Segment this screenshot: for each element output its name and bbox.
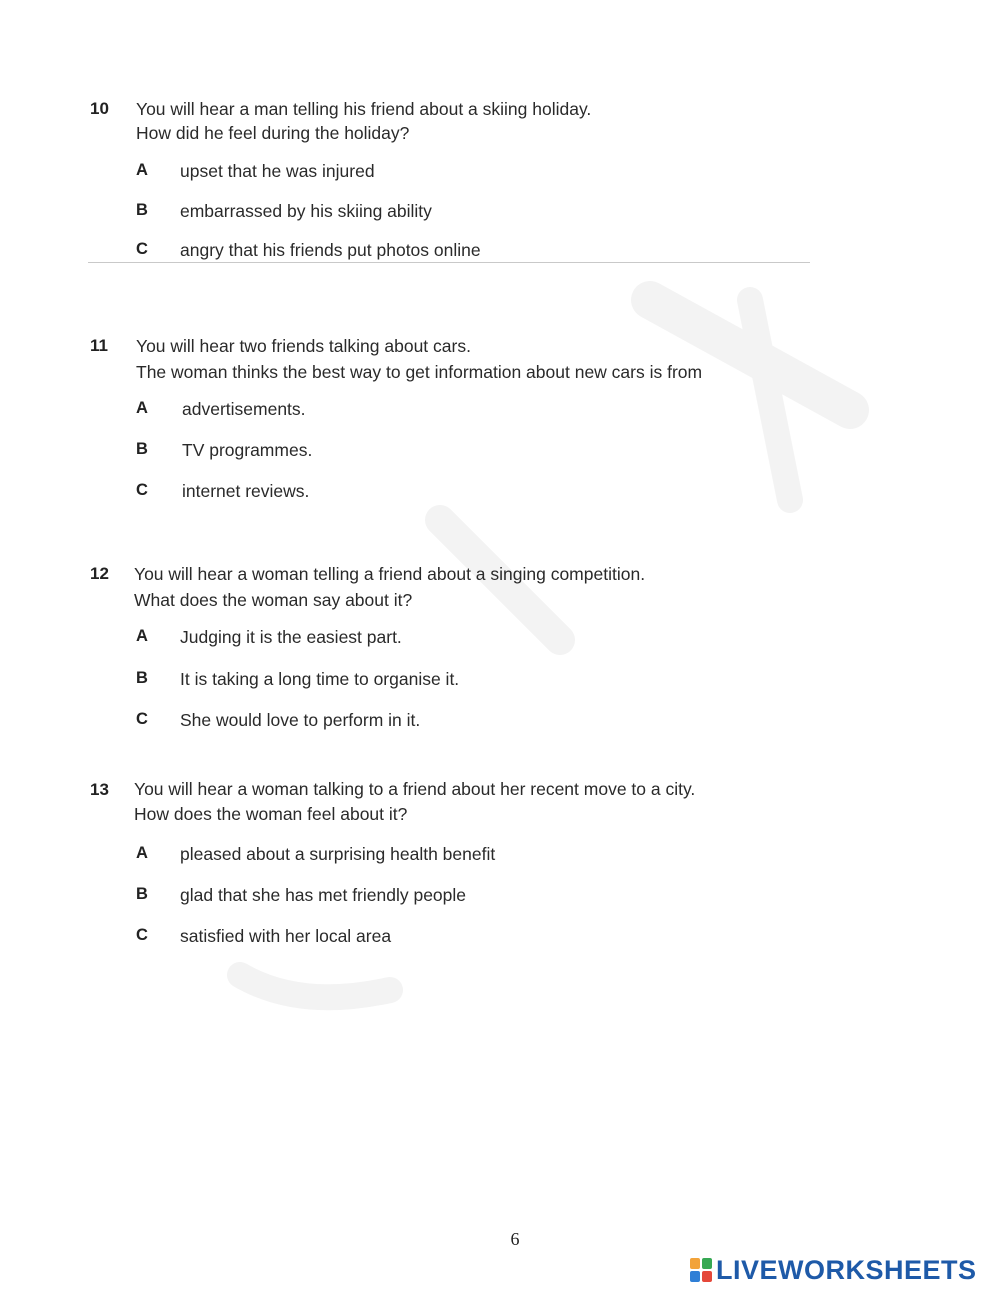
logo-tile: [690, 1271, 700, 1282]
option-10-b[interactable]: [0, 201, 1000, 225]
option-letter: C: [136, 710, 148, 728]
option-11-b[interactable]: [0, 440, 1000, 464]
question-number: 11: [90, 336, 108, 355]
question-number: 10: [90, 99, 109, 118]
section-divider: [88, 262, 810, 263]
option-letter: A: [136, 399, 148, 417]
option-text: glad that she has met friendly people: [180, 885, 467, 905]
option-letter: A: [136, 844, 148, 862]
option-letter: C: [136, 926, 148, 944]
option-text: pleased about a surprising health benefit: [180, 844, 496, 864]
option-11-c[interactable]: [0, 481, 1000, 505]
question-number: 12: [90, 564, 109, 583]
option-13-b[interactable]: [0, 885, 1000, 909]
option-13-a[interactable]: [0, 844, 1000, 868]
option-letter: B: [136, 885, 148, 903]
option-text: TV programmes.: [182, 440, 313, 460]
question-stem-line-2: The woman thinks the best way to get information about new cars is from: [136, 362, 703, 382]
option-text: It is taking a long time to organise it.: [180, 669, 460, 689]
option-10-c[interactable]: [0, 240, 1000, 264]
question-stem-line-2: How did he feel during the holiday?: [136, 123, 410, 143]
option-text: internet reviews.: [182, 481, 310, 501]
option-letter: B: [136, 669, 148, 687]
option-text: advertisements.: [182, 399, 306, 419]
option-letter: C: [136, 481, 148, 499]
question-stem-line-1: You will hear two friends talking about cars.: [136, 336, 471, 356]
option-11-a[interactable]: [0, 399, 1000, 423]
question-stem-line-1: You will hear a woman telling a friend about a singing competition.: [134, 564, 646, 584]
option-13-c[interactable]: [0, 926, 1000, 950]
option-text: Judging it is the easiest part.: [180, 627, 402, 647]
question-number: 13: [90, 780, 109, 799]
option-letter: B: [136, 201, 148, 219]
option-letter: A: [136, 627, 148, 645]
option-letter: A: [136, 161, 148, 179]
question-stem-line-1: You will hear a man telling his friend about a skiing holiday.: [136, 99, 592, 119]
logo-tile: [702, 1258, 712, 1269]
logo-mark-icon: [690, 1258, 712, 1282]
question-stem-line-1: You will hear a woman talking to a friend about her recent move to a city.: [134, 779, 696, 799]
page-number: 6: [510, 1229, 520, 1249]
question-stem-line-2: What does the woman say about it?: [134, 590, 413, 610]
option-10-a[interactable]: [0, 161, 1000, 185]
option-text: angry that his friends put photos online: [180, 240, 481, 260]
logo-text: LIVEWORKSHEETS: [716, 1254, 977, 1285]
question-stem-line-2: How does the woman feel about it?: [134, 804, 408, 824]
option-12-b[interactable]: [0, 669, 1000, 693]
option-text: satisfied with her local area: [180, 926, 392, 946]
option-letter: C: [136, 240, 148, 258]
option-text: upset that he was injured: [180, 161, 375, 181]
option-12-c[interactable]: [0, 710, 1000, 734]
option-text: She would love to perform in it.: [180, 710, 421, 730]
logo-tile: [702, 1271, 712, 1282]
option-12-a[interactable]: [0, 627, 1000, 651]
option-letter: B: [136, 440, 148, 458]
liveworksheets-logo[interactable]: [690, 1255, 977, 1285]
logo-tile: [690, 1258, 700, 1269]
option-text: embarrassed by his skiing ability: [180, 201, 432, 221]
